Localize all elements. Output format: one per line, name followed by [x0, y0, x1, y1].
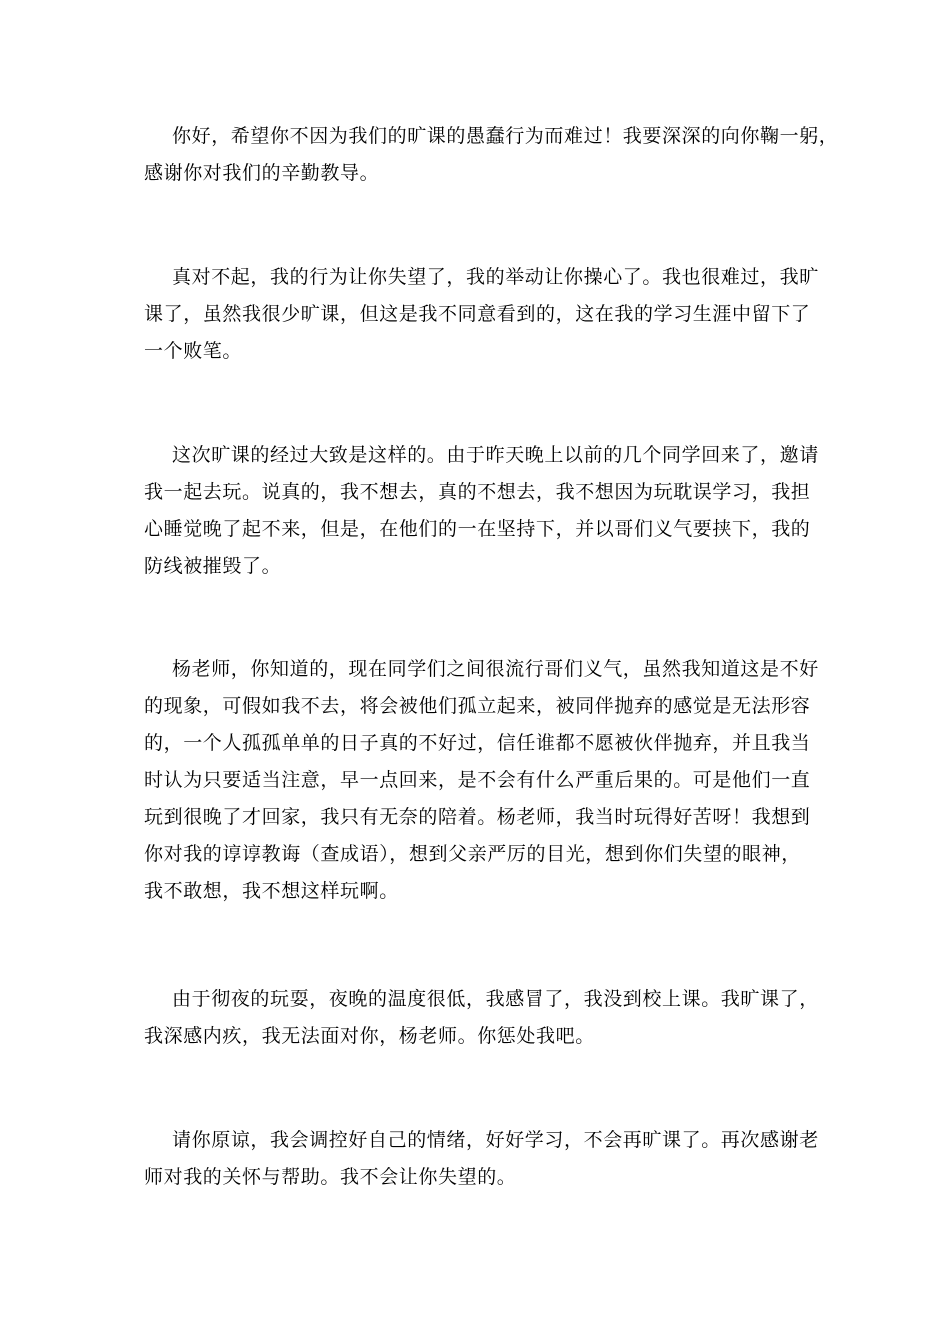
paragraph-line: 你好，希望你不因为我们的旷课的愚蠢行为而难过！我要深深的向你鞠一躬，	[172, 125, 839, 147]
paragraph-line: 课了，虽然我很少旷课，但这是我不同意看到的，这在我的学习生涯中留下了	[144, 303, 811, 325]
paragraph-line: 我深感内疚，我无法面对你，杨老师。你惩处我吧。	[144, 1025, 595, 1047]
paragraph-line: 你对我的谆谆教诲（查成语），想到父亲严厉的目光，想到你们失望的眼神，	[144, 843, 801, 865]
paragraph-apology	[144, 259, 824, 370]
paragraph-line: 时认为只要适当注意，早一点回来，是不会有什么严重后果的。可是他们一直	[144, 769, 811, 791]
paragraph-line: 杨老师，你知道的，现在同学们之间很流行哥们义气，虽然我知道这是不好	[172, 658, 819, 680]
paragraph-line: 防线被摧毁了。	[144, 555, 282, 577]
paragraph-line: 我不敢想，我不想这样玩啊。	[144, 880, 399, 902]
paragraph-consequence	[144, 981, 824, 1055]
paragraph-explanation	[144, 651, 824, 910]
paragraph-line: 一个败笔。	[144, 340, 243, 362]
paragraph-line: 我一起去玩。说真的，我不想去，真的不想去，我不想因为玩耽误学习，我担	[144, 481, 811, 503]
paragraph-greeting	[144, 118, 839, 192]
paragraph-line: 这次旷课的经过大致是这样的。由于昨天晚上以前的几个同学回来了，邀请	[172, 444, 819, 466]
paragraph-line: 心睡觉晚了起不来，但是，在他们的一在坚持下，并以哥们义气要挟下，我的	[144, 518, 811, 540]
paragraph-line: 师对我的关怀与帮助。我不会让你失望的。	[144, 1166, 517, 1188]
paragraph-line: 玩到很晚了才回家，我只有无奈的陪着。杨老师，我当时玩得好苦呀！我想到	[144, 806, 811, 828]
paragraph-line: 真对不起，我的行为让你失望了，我的举动让你操心了。我也很难过，我旷	[172, 266, 819, 288]
paragraph-line: 的，一个人孤孤单单的日子真的不好过，信任谁都不愿被伙伴抛弃，并且我当	[144, 732, 811, 754]
paragraph-line: 感谢你对我们的辛勤教导。	[144, 162, 380, 184]
paragraph-promise	[144, 1122, 824, 1196]
paragraph-circumstances	[144, 437, 824, 585]
paragraph-line: 请你原谅，我会调控好自己的情绪，好好学习，不会再旷课了。再次感谢老	[172, 1129, 819, 1151]
paragraph-line: 的现象，可假如我不去，将会被他们孤立起来，被同伴抛弃的感觉是无法形容	[144, 695, 811, 717]
paragraph-line: 由于彻夜的玩耍，夜晚的温度很低，我感冒了，我没到校上课。我旷课了，	[172, 988, 819, 1010]
